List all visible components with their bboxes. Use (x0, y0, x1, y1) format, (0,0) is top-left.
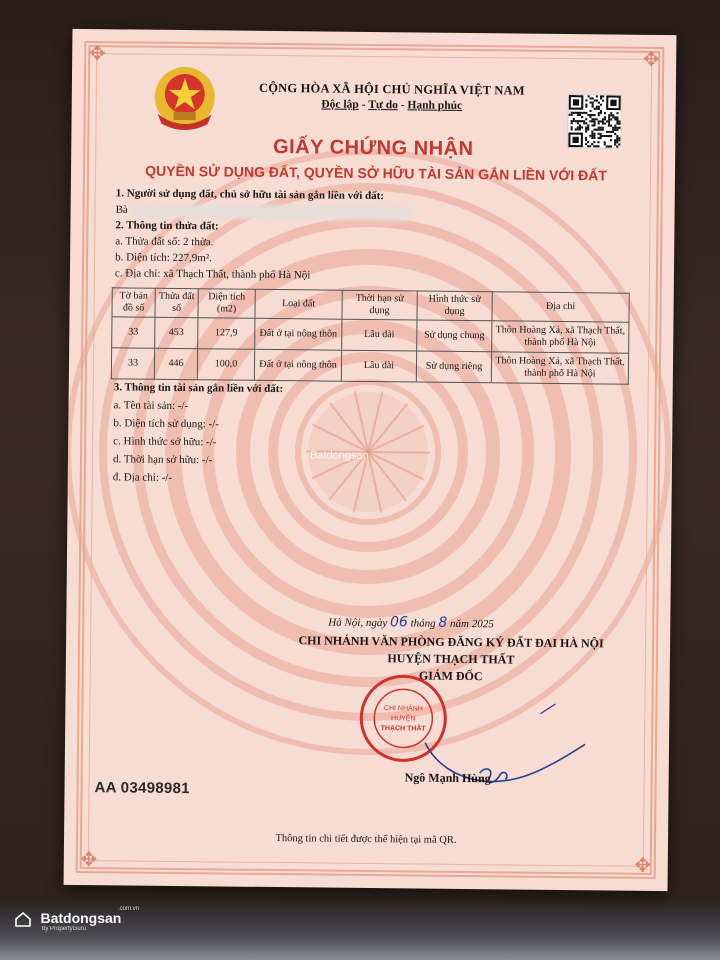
asset-ownership-term: d. Thời hạn sở hữu: -/- (112, 453, 213, 467)
table-cell: Thôn Hoàng Xá, xã Thạch Thất, thành phố Hà Nội (492, 321, 629, 353)
column-header: Thửa đất số (155, 288, 198, 317)
brand-domain: .com.vn (118, 906, 140, 912)
issuing-district: HUYỆN THẠCH THẤT (387, 651, 515, 667)
table-cell: 446 (154, 348, 197, 379)
parcel-area: b. Diện tích: 227,9m². (115, 251, 212, 265)
issue-date (328, 614, 628, 633)
parcel-count: a. Thửa đất số: 2 thửa. (115, 235, 214, 249)
issue-day: 06 (389, 614, 408, 631)
issue-month: 8 (438, 614, 448, 631)
issue-year: năm 2025 (450, 617, 494, 631)
certificate-document (64, 29, 677, 891)
parcel-table (111, 287, 630, 384)
table-row (111, 348, 628, 384)
watermark-center: Batdongsan (309, 449, 369, 462)
column-header: Loại đất (255, 289, 342, 319)
column-header: Thời hạn sử dụng (342, 290, 417, 320)
table-cell: Sử dụng chung (417, 320, 492, 352)
section-2-heading: 2. Thông tin thửa đất: (115, 219, 219, 233)
motto-part: Hạnh phúc (407, 99, 463, 112)
motto-separator: - (358, 98, 369, 111)
column-header: Địa chỉ (492, 292, 629, 322)
house-logo-icon (14, 911, 32, 927)
national-title: CỘNG HÒA XÃ HỘI CHỦ NGHĨA VIỆT NAM (258, 80, 525, 98)
table-cell: Sử dụng riêng (416, 351, 491, 383)
owner-prefix: Bà (115, 203, 128, 216)
table-cell: Đất ở tại nông thôn (254, 349, 341, 381)
column-header: Hình thức sử dụng (417, 291, 492, 321)
table-cell: 100,0 (197, 349, 254, 381)
corner-ornament-icon: ✥ (80, 848, 98, 872)
corner-ornament-icon: ✥ (642, 48, 660, 72)
section-1-heading: 1. Người sử dụng đất, chủ sở hữu tài sản gắn liền với đất: (115, 187, 385, 203)
table-cell: 453 (155, 317, 198, 348)
issuing-office: CHI NHÁNH VĂN PHÒNG ĐĂNG KÝ ĐẤT ĐAI HÀ NỘI (298, 633, 604, 651)
stamp-text: HUYỆN (390, 715, 416, 723)
table-cell: Thôn Hoàng Xá, xã Thạch Thất, thành phố Hà Nội (491, 352, 628, 384)
document-title: GIẤY CHỨNG NHẬN (272, 135, 474, 161)
month-label: tháng (410, 617, 436, 630)
issue-place: Hà Nội, ngày (328, 616, 388, 630)
owner-line (116, 203, 411, 220)
corner-ornament-icon: ✥ (634, 854, 652, 877)
asset-area: b. Diện tích sử dụng: -/- (113, 417, 219, 431)
asset-name: a. Tên tài sản: -/- (113, 399, 189, 413)
table-cell: Lâu dài (342, 319, 417, 351)
motto-separator: - (397, 99, 408, 112)
asset-address: đ. Địa chỉ: -/- (112, 471, 173, 484)
table-cell: 127,9 (198, 318, 255, 350)
table-cell: 33 (112, 317, 155, 348)
national-motto (222, 97, 562, 113)
brand-byline: by PropertyGuru (42, 926, 87, 932)
column-header: Tờ bản đồ số (112, 288, 155, 317)
national-emblem-icon (149, 64, 220, 135)
serial-number: AA 03498981 (94, 779, 190, 798)
signer-name: Ngô Mạnh Hùng (404, 770, 491, 786)
parcel-address: c. Địa chỉ: xã Thạch Thất, thành phố Hà Nội (114, 267, 311, 282)
column-header: Diện tích (m2) (198, 289, 255, 319)
motto-part: Tự do (368, 98, 398, 112)
signer-title: GIÁM ĐỐC (418, 668, 483, 684)
watermark-brand (14, 906, 140, 932)
section-3-heading: 3. Thông tin tài sản gắn liền với đất: (113, 381, 284, 396)
table-cell: Đất ở tại nông thôn (255, 318, 342, 350)
stamp-text: THẠCH THẤT (380, 725, 426, 733)
document-subtitle: QUYỀN SỬ DỤNG ĐẤT, QUYỀN SỞ HỮU TÀI SẢN GẮN LIỀN VỚI ĐẤT (145, 162, 607, 184)
brand-name: Batdongsan (40, 910, 122, 926)
motto-part: Độc lập (321, 98, 359, 111)
corner-ornament-icon: ✥ (88, 43, 106, 66)
qr-footer-note: Thông tin chi tiết được thể hiện tại mã QR. (275, 833, 457, 846)
asset-ownership-form: c. Hình thức sở hữu: -/- (113, 435, 217, 449)
stamp-text: CHI NHÁNH (383, 705, 423, 713)
redacted-name (131, 203, 411, 220)
table-cell: Lâu dài (341, 350, 416, 382)
handwritten-signature (364, 692, 595, 804)
table-cell: 33 (111, 348, 154, 379)
